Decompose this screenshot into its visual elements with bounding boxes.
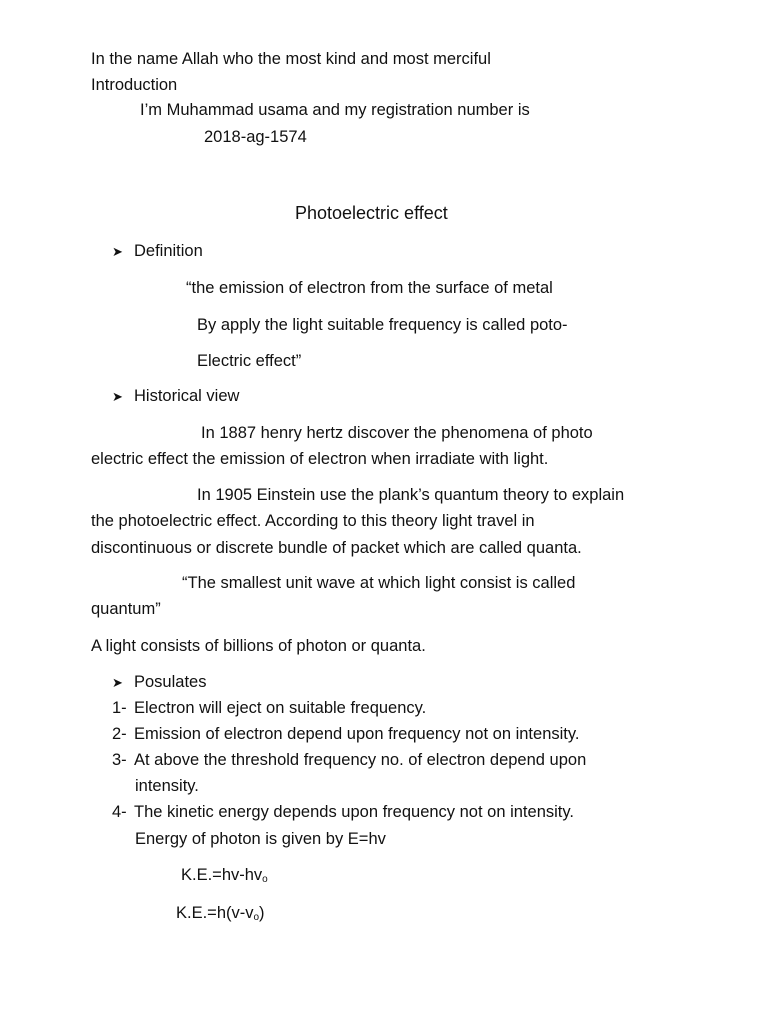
- postulate-item-1: [112, 697, 426, 719]
- historical-p1-line-1: In 1887 henry hertz discover the phenomena of photo: [201, 424, 593, 442]
- definition-line-3: Electric effect”: [197, 352, 302, 370]
- equation-1: [181, 864, 268, 891]
- postulate-item-3-continued: intensity.: [135, 777, 199, 795]
- historical-heading: [112, 385, 239, 408]
- postulate-number: 2-: [112, 725, 127, 743]
- postulate-text: The kinetic energy depends upon frequency not on intensity.: [134, 803, 574, 821]
- quantum-quote-line-2: quantum”: [91, 600, 161, 618]
- equation-2: [176, 902, 265, 929]
- postulate-text: Emission of electron depend upon frequency not on intensity.: [134, 725, 580, 743]
- postulates-heading: [112, 671, 206, 694]
- arrowhead-bullet-icon: ➤: [112, 244, 123, 259]
- page-title: Photoelectric effect: [295, 203, 448, 223]
- arrowhead-bullet-icon: ➤: [112, 389, 123, 404]
- header-line-1: In the name Allah who the most kind and most merciful: [91, 50, 491, 68]
- postulate-item-3: [112, 749, 586, 771]
- arrowhead-bullet-icon: ➤: [112, 675, 123, 690]
- definition-heading: [112, 240, 203, 263]
- equation-2-subscript: o: [253, 912, 260, 923]
- postulates-heading-label: Posulates: [134, 673, 207, 691]
- equation-2-main: K.E.=h(v-v: [176, 904, 254, 922]
- equation-1-main: K.E.=hv-hv: [181, 866, 263, 884]
- postulate-text: At above the threshold frequency no. of electron depend upon: [134, 751, 587, 769]
- historical-p1-line-2: electric effect the emission of electron when irradiate with light.: [91, 450, 549, 468]
- equation-1-subscript: o: [262, 874, 268, 885]
- header-line-3: I’m Muhammad usama and my registration number is: [140, 101, 530, 119]
- historical-p2-line-2: the photoelectric effect. According to this theory light travel in: [91, 512, 535, 530]
- postulate-number: 4-: [112, 803, 127, 821]
- historical-p2-line-1: In 1905 Einstein use the plank’s quantum theory to explain: [197, 486, 625, 504]
- postulate-item-2: [112, 723, 579, 745]
- header-line-2: Introduction: [91, 76, 178, 94]
- postulate-item-4: [112, 801, 574, 823]
- postulate-number: 1-: [112, 699, 127, 717]
- equation-2-close: ): [259, 904, 265, 922]
- postulate-number: 3-: [112, 751, 127, 769]
- definition-line-2: By apply the light suitable frequency is called poto-: [197, 316, 568, 334]
- postulate-text: Electron will eject on suitable frequency.: [134, 699, 427, 717]
- historical-p2-line-3: discontinuous or discrete bundle of packet which are called quanta.: [91, 539, 582, 557]
- photon-energy-line: Energy of photon is given by E=hv: [135, 830, 386, 848]
- definition-line-1: “the emission of electron from the surface of metal: [186, 279, 553, 297]
- quantum-quote-line-1: “The smallest unit wave at which light consist is called: [182, 574, 576, 592]
- light-statement: A light consists of billions of photon or quanta.: [91, 637, 426, 655]
- registration-number: 2018-ag-1574: [204, 128, 307, 146]
- definition-heading-label: Definition: [134, 242, 203, 260]
- historical-heading-label: Historical view: [134, 387, 240, 405]
